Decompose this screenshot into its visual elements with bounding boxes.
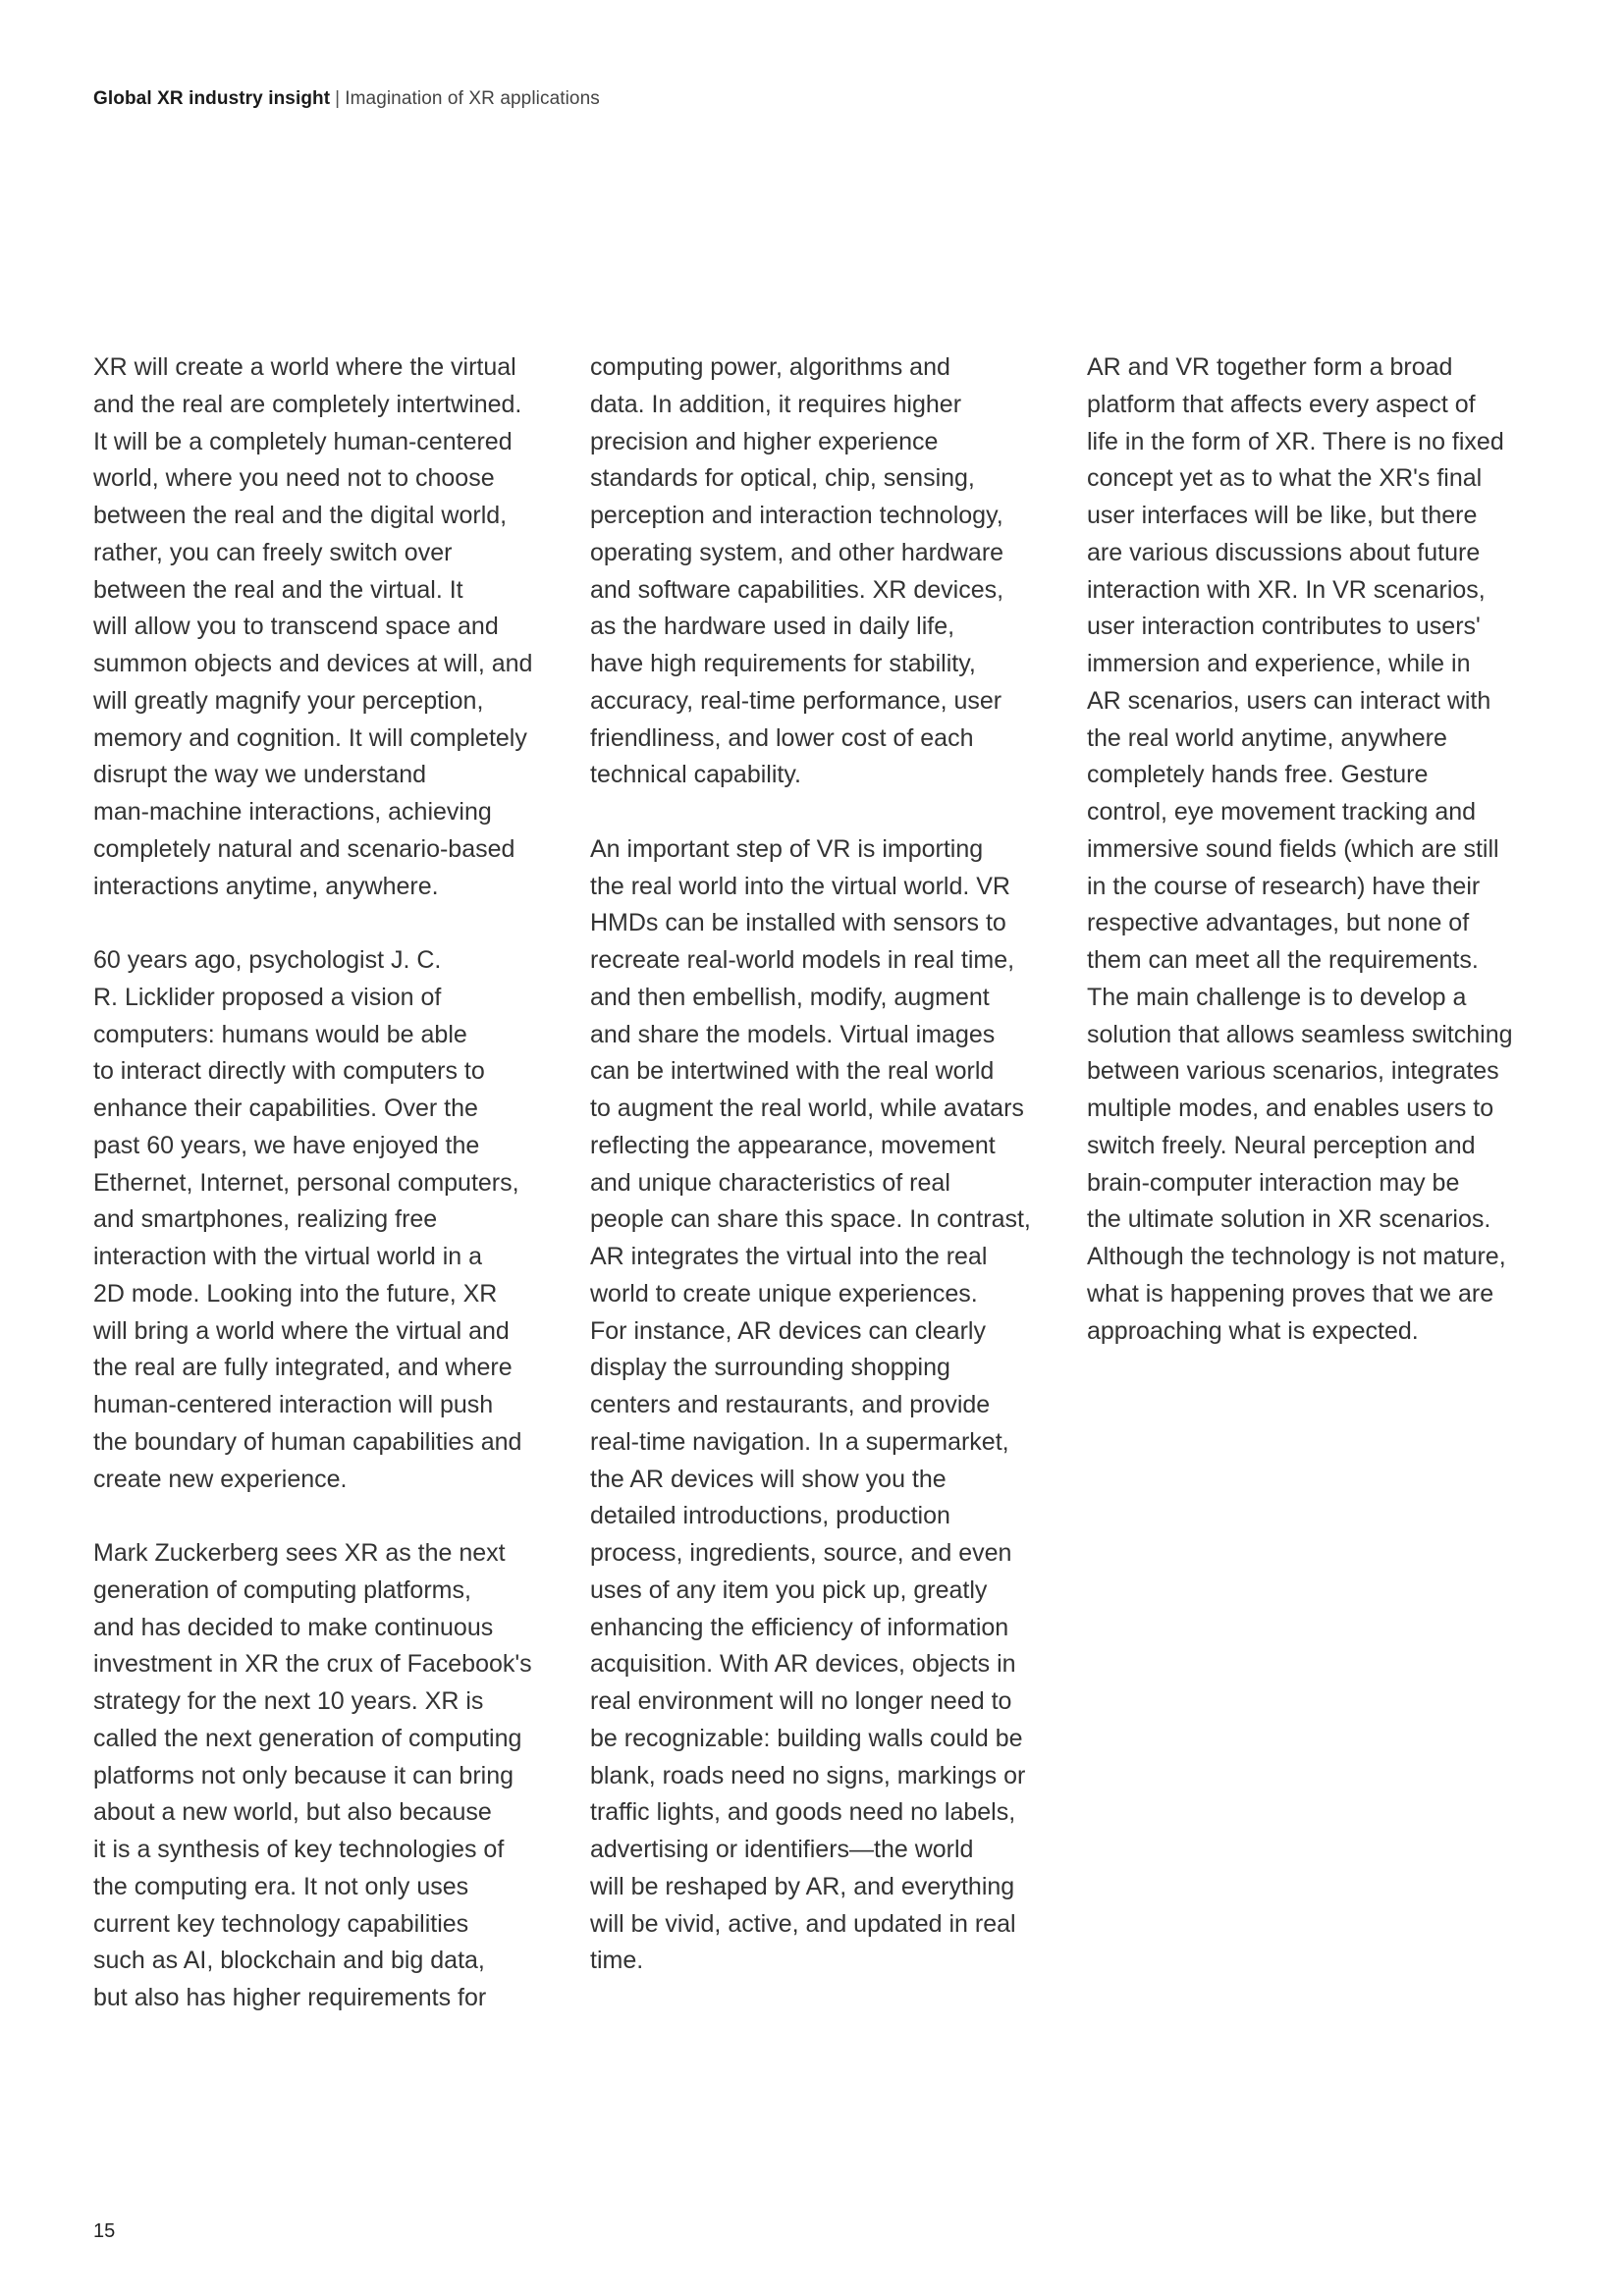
text-line: in the course of research) have their (1087, 872, 1481, 900)
text-line: 2D mode. Looking into the future, XR (93, 1279, 498, 1308)
text-line: XR will create a world where the virtual (93, 353, 516, 381)
header-subtitle: Imagination of XR applications (345, 88, 600, 109)
text-line: 60 years ago, psychologist J. C. (93, 946, 442, 974)
body-paragraph (590, 349, 1059, 794)
text-line: The main challenge is to develop a (1087, 983, 1467, 1011)
text-line: to interact directly with computers to (93, 1057, 485, 1086)
text-line: centers and restaurants, and provide (590, 1391, 991, 1418)
text-line: data. In addition, it requires higher (590, 390, 962, 418)
text-line: summon objects and devices at will, and (93, 650, 533, 677)
text-line: life in the form of XR. There is no fixed (1087, 427, 1504, 455)
text-line: but also has higher requirements for (93, 1984, 487, 2011)
body-paragraph (590, 831, 1059, 1980)
text-line: as the hardware used in daily life, (590, 613, 955, 641)
text-line: HMDs can be installed with sensors to (590, 909, 1006, 937)
text-line: approaching what is expected. (1087, 1316, 1419, 1345)
text-line: perception and interaction technology, (590, 502, 1003, 529)
text-line: R. Licklider proposed a vision of (93, 983, 442, 1011)
text-line: respective advantages, but none of (1087, 909, 1470, 937)
text-line: can be intertwined with the real world (590, 1057, 995, 1086)
text-line: completely natural and scenario-based (93, 834, 515, 863)
text-line: will greatly magnify your perception, (93, 686, 484, 715)
text-line: An important step of VR is importing (590, 834, 984, 863)
text-line: and the real are completely intertwined. (93, 390, 522, 418)
text-line: the real world into the virtual world. VR (590, 872, 1010, 900)
text-line: and smartphones, realizing free (93, 1205, 438, 1234)
text-line: are various discussions about future (1087, 538, 1481, 566)
page-number: 15 (93, 2220, 116, 2242)
text-line: interaction with the virtual world in a (93, 1243, 483, 1270)
text-line: completely hands free. Gesture (1087, 761, 1429, 789)
text-line: user interaction contributes to users' (1087, 613, 1481, 641)
text-line: generation of computing platforms, (93, 1575, 471, 1604)
text-line: real-time navigation. In a supermarket, (590, 1427, 1009, 1456)
text-line: world, where you need not to choose (93, 464, 495, 493)
text-line: what is happening proves that we are (1087, 1279, 1494, 1308)
text-line: will bring a world where the virtual and (93, 1316, 510, 1345)
text-line: memory and cognition. It will completely (93, 723, 527, 752)
text-line: them can meet all the requirements. (1087, 946, 1479, 974)
text-line: platform that affects every aspect of (1087, 390, 1476, 418)
text-line: process, ingredients, source, and even (590, 1539, 1012, 1567)
text-line: called the next generation of computing (93, 1724, 522, 1752)
text-line: and has decided to make continuous (93, 1613, 494, 1641)
text-line: create new experience. (93, 1465, 348, 1493)
text-line: the real are fully integrated, and where (93, 1354, 513, 1382)
text-line: man-machine interactions, achieving (93, 798, 492, 826)
text-line: Ethernet, Internet, personal computers, (93, 1168, 519, 1197)
header-separator: | (335, 88, 341, 109)
text-line: to augment the real world, while avatars (590, 1095, 1024, 1122)
body-paragraph (1087, 349, 1556, 1350)
text-line: platforms not only because it can bring (93, 1761, 514, 1789)
text-line: AR scenarios, users can interact with (1087, 686, 1491, 715)
text-line: people can share this space. In contrast, (590, 1205, 1031, 1234)
text-line: control, eye movement tracking and (1087, 798, 1477, 826)
text-line: investment in XR the crux of Facebook's (93, 1650, 532, 1679)
text-line: the AR devices will show you the (590, 1465, 947, 1493)
text-line: will be vivid, active, and updated in real (590, 1909, 1016, 1938)
text-line: between various scenarios, integrates (1087, 1057, 1499, 1086)
text-column-2 (590, 349, 1059, 1980)
text-line: immersive sound fields (which are still (1087, 834, 1499, 863)
text-line: the ultimate solution in XR scenarios. (1087, 1205, 1491, 1234)
text-line: AR and VR together form a broad (1087, 353, 1453, 381)
text-column-1 (93, 349, 563, 2017)
text-line: display the surrounding shopping (590, 1354, 950, 1382)
text-column-3 (1087, 349, 1556, 1350)
text-line: blank, roads need no signs, markings or (590, 1761, 1026, 1789)
text-line: real environment will no longer need to (590, 1687, 1012, 1715)
text-line: It will be a completely human-centered (93, 427, 513, 455)
text-line: switch freely. Neural perception and (1087, 1131, 1476, 1159)
text-line: immersion and experience, while in (1087, 650, 1471, 677)
text-line: accuracy, real-time performance, user (590, 686, 1002, 715)
text-line: enhance their capabilities. Over the (93, 1095, 478, 1122)
text-line: interactions anytime, anywhere. (93, 872, 439, 900)
text-line: Although the technology is not mature, (1087, 1243, 1506, 1270)
text-line: solution that allows seamless switching (1087, 1020, 1513, 1048)
body-paragraph (93, 942, 563, 1498)
text-line: between the real and the digital world, (93, 502, 508, 529)
text-line: recreate real-world models in real time, (590, 946, 1015, 974)
text-line: computers: humans would be able (93, 1020, 467, 1048)
body-paragraph (93, 1535, 563, 2017)
text-line: For instance, AR devices can clearly (590, 1316, 986, 1345)
text-line: multiple modes, and enables users to (1087, 1095, 1494, 1122)
text-line: Mark Zuckerberg sees XR as the next (93, 1539, 506, 1567)
text-line: technical capability. (590, 761, 801, 789)
text-line: between the real and the virtual. It (93, 575, 463, 604)
text-line: the real world anytime, anywhere (1087, 723, 1447, 752)
text-line: interaction with XR. In VR scenarios, (1087, 575, 1486, 604)
text-line: AR integrates the virtual into the real (590, 1243, 988, 1270)
text-line: and share the models. Virtual images (590, 1020, 996, 1048)
text-line: friendliness, and lower cost of each (590, 723, 974, 752)
text-line: disrupt the way we understand (93, 761, 427, 789)
text-line: have high requirements for stability, (590, 650, 976, 677)
text-line: enhancing the efficiency of information (590, 1613, 1009, 1641)
body-paragraph (93, 349, 563, 905)
text-line: operating system, and other hardware (590, 538, 1004, 566)
text-line: it is a synthesis of key technologies of (93, 1836, 505, 1863)
text-line: concept yet as to what the XR's final (1087, 464, 1483, 493)
text-line: computing power, algorithms and (590, 353, 950, 381)
text-line: precision and higher experience (590, 427, 939, 455)
text-line: time. (590, 1947, 644, 1975)
text-line: such as AI, blockchain and big data, (93, 1947, 485, 1975)
text-line: traffic lights, and goods need no labels, (590, 1798, 1016, 1827)
text-line: uses of any item you pick up, greatly (590, 1575, 988, 1604)
running-header (93, 88, 600, 110)
text-line: acquisition. With AR devices, objects in (590, 1650, 1016, 1679)
text-line: past 60 years, we have enjoyed the (93, 1131, 480, 1159)
text-line: world to create unique experiences. (590, 1279, 978, 1308)
text-line: be recognizable: building walls could be (590, 1724, 1023, 1752)
text-line: current key technology capabilities (93, 1909, 469, 1938)
text-line: about a new world, but also because (93, 1798, 492, 1827)
text-line: reflecting the appearance, movement (590, 1131, 996, 1159)
text-line: the computing era. It not only uses (93, 1872, 469, 1900)
text-line: advertising or identifiers—the world (590, 1836, 974, 1863)
text-line: and unique characteristics of real (590, 1168, 950, 1197)
text-line: strategy for the next 10 years. XR is (93, 1687, 484, 1715)
text-line: human-centered interaction will push (93, 1391, 494, 1418)
text-line: user interfaces will be like, but there (1087, 502, 1478, 529)
text-line: and then embellish, modify, augment (590, 983, 990, 1011)
text-line: will be reshaped by AR, and everything (590, 1872, 1015, 1900)
header-title: Global XR industry insight (93, 88, 331, 109)
text-line: will allow you to transcend space and (93, 613, 499, 641)
text-line: detailed introductions, production (590, 1502, 950, 1530)
text-line: brain-computer interaction may be (1087, 1168, 1460, 1197)
text-line: rather, you can freely switch over (93, 538, 453, 566)
text-line: the boundary of human capabilities and (93, 1427, 522, 1456)
text-line: and software capabilities. XR devices, (590, 575, 1004, 604)
text-line: standards for optical, chip, sensing, (590, 464, 975, 493)
